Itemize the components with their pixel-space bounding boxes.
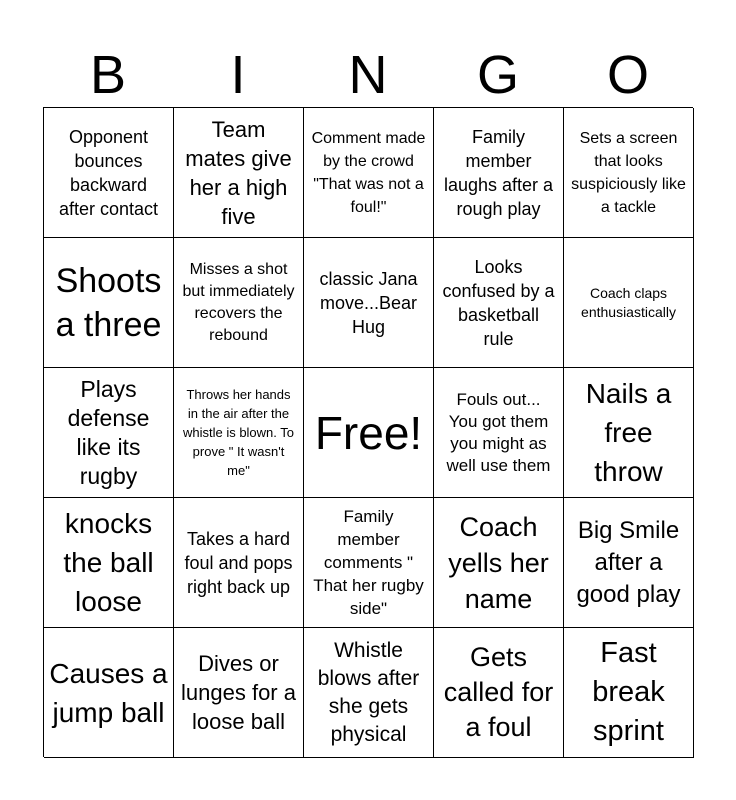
cell-text: Big Smile after a good play [576, 516, 681, 608]
free-space-label: Free! [314, 406, 423, 459]
cell-text: Causes a jump ball [49, 657, 168, 728]
bingo-cell-r2-c1[interactable] [44, 238, 174, 368]
header-letter-b: B [89, 45, 127, 105]
bingo-cell-r1-c3[interactable] [304, 108, 434, 238]
bingo-cell-r4-c2[interactable] [174, 498, 304, 628]
bingo-cell-r3-c5[interactable] [564, 368, 694, 498]
cell-text: Dives or lunges for a loose ball [181, 651, 296, 734]
bingo-cell-r2-c4[interactable] [434, 238, 564, 368]
cell-text: Sets a screen that looks suspiciously like a tackle [571, 129, 686, 216]
bingo-cell-r5-c2[interactable] [174, 628, 304, 758]
bingo-cell-r1-c2[interactable] [174, 108, 304, 238]
header-letter-o: O [606, 45, 649, 105]
bingo-header [43, 42, 693, 108]
cell-text: Family member laughs after a rough play [443, 126, 554, 219]
bingo-cell-r3-c4[interactable] [434, 368, 564, 498]
header-letter-n: N [348, 45, 388, 105]
bingo-cell-r1-c4[interactable] [434, 108, 564, 238]
bingo-cell-r5-c4[interactable] [434, 628, 564, 758]
bingo-cell-r4-c1[interactable] [44, 498, 174, 628]
cell-text: Misses a shot but immediately recovers the rebound [182, 260, 295, 344]
bingo-cell-r2-c5[interactable] [564, 238, 694, 368]
cell-text: Fouls out... You got them you might as well use them [446, 389, 551, 475]
bingo-cell-r5-c3[interactable] [304, 628, 434, 758]
cell-text: Opponent bounces backward after contact [58, 126, 159, 219]
bingo-cell-r1-c1[interactable] [44, 108, 174, 238]
cell-text: Shoots a three [55, 261, 162, 344]
bingo-cell-r3-c3-free[interactable] [304, 368, 434, 498]
bingo-cell-r2-c2[interactable] [174, 238, 304, 368]
bingo-cell-r4-c4[interactable] [434, 498, 564, 628]
cell-text: Plays defense like its rugby [67, 375, 150, 489]
cell-text: Takes a hard foul and pops right back up [184, 528, 293, 597]
bingo-board [43, 107, 693, 757]
bingo-cell-r1-c5[interactable] [564, 108, 694, 238]
bingo-cell-r4-c3[interactable] [304, 498, 434, 628]
cell-text: Whistle blows after she gets physical [317, 638, 420, 746]
bingo-cell-r2-c3[interactable] [304, 238, 434, 368]
cell-text: Gets called for a foul [443, 642, 554, 742]
cell-text: Family member comments " That her rugby side" [313, 507, 424, 618]
bingo-cell-r5-c1[interactable] [44, 628, 174, 758]
cell-text: Team mates give her a high five [185, 116, 292, 229]
bingo-cell-r3-c2[interactable] [174, 368, 304, 498]
cell-text: Comment made by the crowd "That was not a foul!" [311, 129, 426, 216]
cell-text: Nails a free throw [585, 378, 672, 487]
bingo-cell-r3-c1[interactable] [44, 368, 174, 498]
cell-text: Throws her hands in the air after the whistle is blown. To prove " It wasn't me" [182, 387, 295, 478]
cell-text: classic Jana move...Bear Hug [319, 268, 418, 337]
cell-text: Looks confused by a basketball rule [442, 256, 555, 349]
cell-text: Coach claps enthusiastically [581, 284, 676, 320]
header-letter-i: I [230, 45, 246, 105]
bingo-cell-r4-c5[interactable] [564, 498, 694, 628]
bingo-cell-r5-c5[interactable] [564, 628, 694, 758]
cell-text: knocks the ball loose [63, 508, 154, 617]
cell-text: Fast break sprint [592, 637, 665, 747]
cell-text: Coach yells her name [448, 511, 549, 614]
header-letter-g: G [476, 45, 519, 105]
